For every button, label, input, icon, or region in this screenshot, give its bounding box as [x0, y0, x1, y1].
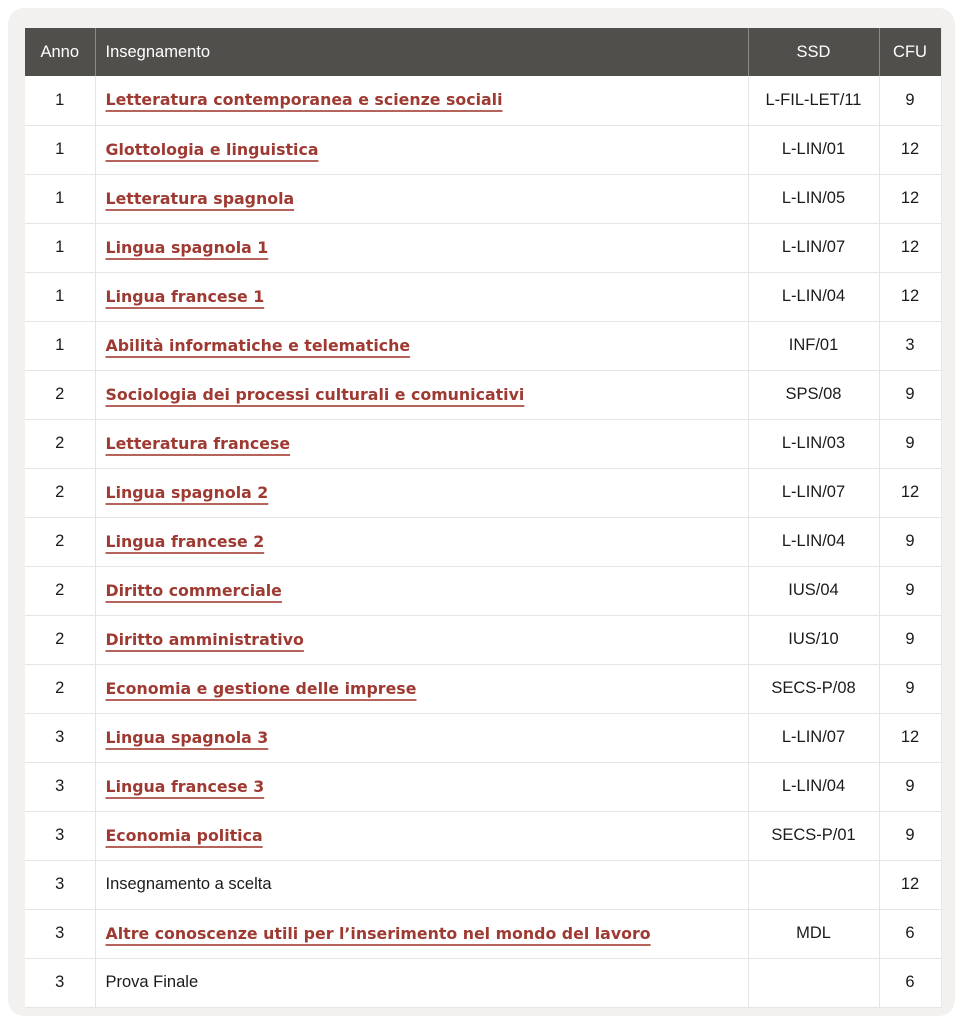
ssd-cell: L-LIN/04	[748, 272, 879, 321]
title-cell	[95, 909, 748, 958]
cfu-cell: 12	[879, 174, 941, 223]
course-link[interactable]: Lingua francese 3	[105, 776, 265, 796]
anno-cell: 1	[25, 272, 95, 321]
table-row	[25, 762, 941, 811]
ssd-cell: L-LIN/07	[748, 468, 879, 517]
cfu-cell: 12	[879, 468, 941, 517]
anno-cell: 2	[25, 566, 95, 615]
table-row	[25, 76, 941, 125]
table-row	[25, 860, 941, 909]
anno-cell: 3	[25, 860, 95, 909]
anno-cell: 1	[25, 76, 95, 125]
anno-cell: 1	[25, 125, 95, 174]
table-row	[25, 713, 941, 762]
title-cell	[95, 468, 748, 517]
course-link[interactable]: Economia e gestione delle imprese	[105, 678, 417, 698]
header-row	[25, 28, 941, 76]
course-link[interactable]: Economia politica	[105, 825, 263, 845]
title-cell	[95, 566, 748, 615]
anno-cell: 1	[25, 321, 95, 370]
ssd-cell: SECS-P/01	[748, 811, 879, 860]
table-row	[25, 321, 941, 370]
anno-cell: 3	[25, 811, 95, 860]
title-cell	[95, 664, 748, 713]
anno-cell: 2	[25, 370, 95, 419]
cfu-cell: 9	[879, 811, 941, 860]
cfu-cell: 9	[879, 370, 941, 419]
header-anno: Anno	[25, 28, 95, 76]
ssd-cell: INF/01	[748, 321, 879, 370]
title-cell	[95, 860, 748, 909]
anno-cell: 1	[25, 174, 95, 223]
title-cell	[95, 370, 748, 419]
anno-cell: 3	[25, 713, 95, 762]
course-link[interactable]: Letteratura contemporanea e scienze sociali	[105, 90, 503, 110]
ssd-cell: SECS-P/08	[748, 664, 879, 713]
title-cell	[95, 811, 748, 860]
ssd-cell: L-LIN/07	[748, 713, 879, 762]
anno-cell: 2	[25, 664, 95, 713]
course-text: Insegnamento a scelta	[105, 875, 272, 893]
anno-cell: 3	[25, 909, 95, 958]
table-header	[25, 28, 941, 76]
cfu-cell: 6	[879, 958, 941, 1007]
anno-cell: 1	[25, 223, 95, 272]
course-link[interactable]: Diritto commerciale	[105, 580, 282, 600]
cfu-cell: 12	[879, 713, 941, 762]
anno-cell: 3	[25, 958, 95, 1007]
ssd-cell	[748, 860, 879, 909]
ssd-cell: L-LIN/04	[748, 517, 879, 566]
cfu-cell: 12	[879, 272, 941, 321]
anno-cell: 2	[25, 517, 95, 566]
table-row	[25, 909, 941, 958]
table-row	[25, 223, 941, 272]
title-cell	[95, 615, 748, 664]
table-row	[25, 370, 941, 419]
cfu-cell: 3	[879, 321, 941, 370]
ssd-cell: L-LIN/03	[748, 419, 879, 468]
cfu-cell: 12	[879, 125, 941, 174]
course-link[interactable]: Lingua spagnola 2	[105, 482, 269, 502]
ssd-cell	[748, 958, 879, 1007]
table-row	[25, 125, 941, 174]
header-ssd: SSD	[748, 28, 879, 76]
table-row	[25, 615, 941, 664]
title-cell	[95, 223, 748, 272]
cfu-cell: 9	[879, 762, 941, 811]
anno-cell: 2	[25, 419, 95, 468]
cfu-cell: 9	[879, 517, 941, 566]
title-cell	[95, 76, 748, 125]
table-row	[25, 272, 941, 321]
anno-cell: 2	[25, 615, 95, 664]
cfu-cell: 12	[879, 860, 941, 909]
cfu-cell: 12	[879, 223, 941, 272]
course-text: Prova Finale	[105, 973, 199, 991]
course-link[interactable]: Glottologia e linguistica	[105, 139, 319, 159]
course-link[interactable]: Letteratura spagnola	[105, 188, 295, 208]
header-cfu: CFU	[879, 28, 941, 76]
course-link[interactable]: Lingua spagnola 1	[105, 237, 269, 257]
ssd-cell: IUS/04	[748, 566, 879, 615]
title-cell	[95, 419, 748, 468]
table-row	[25, 958, 941, 1007]
title-cell	[95, 174, 748, 223]
title-cell	[95, 517, 748, 566]
table-row	[25, 468, 941, 517]
course-link[interactable]: Letteratura francese	[105, 433, 291, 453]
cfu-cell: 9	[879, 76, 941, 125]
title-cell	[95, 125, 748, 174]
table-row	[25, 174, 941, 223]
ssd-cell: L-LIN/05	[748, 174, 879, 223]
title-cell	[95, 321, 748, 370]
course-plan-card	[8, 8, 955, 1016]
ssd-cell: L-LIN/01	[748, 125, 879, 174]
header-insegnamento: Insegnamento	[95, 28, 748, 76]
cfu-cell: 9	[879, 419, 941, 468]
anno-cell: 3	[25, 762, 95, 811]
table-row	[25, 566, 941, 615]
cfu-cell: 9	[879, 566, 941, 615]
ssd-cell: MDL	[748, 909, 879, 958]
course-link[interactable]: Altre conoscenze utili per l’inserimento nel mondo del lavoro	[105, 923, 651, 943]
table-row	[25, 811, 941, 860]
course-link[interactable]: Lingua francese 2	[105, 531, 265, 551]
table-row	[25, 517, 941, 566]
ssd-cell: L-LIN/04	[748, 762, 879, 811]
course-link[interactable]: Diritto amministrativo	[105, 629, 304, 649]
table-body	[25, 76, 941, 1007]
course-table	[25, 28, 942, 1008]
title-cell	[95, 272, 748, 321]
course-link[interactable]: Lingua spagnola 3	[105, 727, 269, 747]
ssd-cell: L-FIL-LET/11	[748, 76, 879, 125]
ssd-cell: L-LIN/07	[748, 223, 879, 272]
ssd-cell: IUS/10	[748, 615, 879, 664]
title-cell	[95, 958, 748, 1007]
table-row	[25, 419, 941, 468]
course-link[interactable]: Abilità informatiche e telematiche	[105, 335, 411, 355]
course-link[interactable]: Sociologia dei processi culturali e comunicativi	[105, 384, 525, 404]
title-cell	[95, 713, 748, 762]
course-link[interactable]: Lingua francese 1	[105, 286, 265, 306]
cfu-cell: 9	[879, 615, 941, 664]
cfu-cell: 9	[879, 664, 941, 713]
ssd-cell: SPS/08	[748, 370, 879, 419]
title-cell	[95, 762, 748, 811]
cfu-cell: 6	[879, 909, 941, 958]
anno-cell: 2	[25, 468, 95, 517]
table-row	[25, 664, 941, 713]
